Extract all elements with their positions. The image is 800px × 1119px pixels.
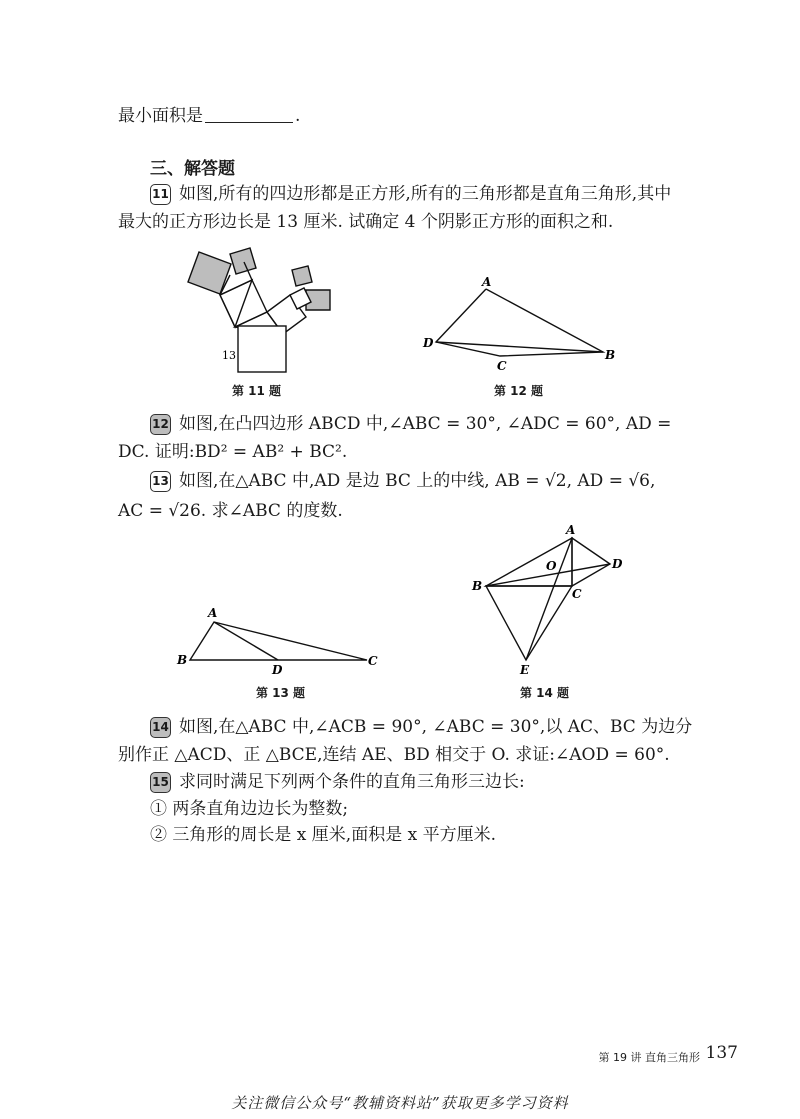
fig14-label-e: E [520,663,530,677]
fig13-caption: 第 13 题 [256,686,306,700]
fig13-label-c: C [368,654,378,668]
fig11-side-label: 13 [222,349,236,362]
intro-text: 最小面积是 [118,106,203,126]
q13-number: 13 [150,471,171,492]
intro-line [118,103,300,129]
q15-item2: ② 三角形的周长是 x 厘米,面积是 x 平方厘米. [150,825,497,845]
q11-number: 11 [150,184,171,205]
q11-line2: 最大的正方形边长是 13 厘米. 试确定 4 个阴影正方形的面积之和. [118,212,614,232]
page-number: 137 [705,1043,738,1063]
q15-item1: ① 两条直角边边长为整数; [150,799,349,819]
fig11-big-square [238,326,286,372]
fig13-label-b: B [177,653,188,667]
q14-text1: 如图,在△ABC 中,∠ACB = 90°, ∠ABC = 30°,以 AC、BC 为边分 [179,717,693,737]
fig14-line-ae [526,538,572,660]
q15-text1: 求同时满足下列两个条件的直角三角形三边长: [179,772,525,792]
fig13-triangle [190,622,367,660]
fig14-label-b: B [472,579,483,593]
q13-line1 [150,468,655,494]
figure-11 [180,240,340,380]
fig14-label-a: A [566,523,576,537]
fig12-outline [436,289,603,356]
q15-line1 [150,769,525,795]
q15-number: 15 [150,772,171,793]
fig12-label-b: B [605,348,616,362]
answer-blank[interactable] [205,106,293,123]
section-title: 三、解答题 [150,159,235,179]
fig12-label-a: A [482,276,492,289]
fig12-caption: 第 12 题 [494,384,544,398]
q13-line2: AC = √26. 求∠ABC 的度数. [118,501,343,521]
q12-text1: 如图,在凸四边形 ABCD 中,∠ABC = 30°, ∠ADC = 60°, AD = [179,414,672,434]
fig11-shaded-square-3 [292,266,312,286]
fig14-label-c: C [572,587,582,601]
watermark: 关注微信公众号“教辅资料站”获取更多学习资料 [231,1094,569,1112]
footer-lecture [599,1049,701,1065]
fig14-triangle-acd [572,538,610,586]
q13-text1: 如图,在△ABC 中,AD 是边 BC 上的中线, AB = √2, AD = √6, [179,471,656,491]
footer-lecture-text: 第 19 讲 直角三角形 [598,1051,700,1064]
q14-line1 [150,714,692,740]
figure-13 [172,600,392,680]
intro-end: . [295,106,301,126]
q14-number: 14 [150,717,171,738]
fig11-shaded-square-2 [230,248,256,274]
q12-number: 12 [150,414,171,435]
q11-line1 [150,181,671,207]
fig12-label-c: C [497,359,507,373]
figure-12 [420,276,620,376]
fig14-triangle-bce [486,586,572,660]
q14-line2: 别作正 △ACD、正 △BCE,连结 AE、BD 相交于 O. 求证:∠AOD = 60°. [118,745,670,765]
q12-line2: DC. 证明:BD² = AB² + BC². [118,442,348,462]
fig14-label-d: D [612,557,623,571]
fig14-caption: 第 14 题 [520,686,570,700]
q12-line1 [150,411,671,437]
fig11-shaded-square-1 [188,252,231,294]
fig12-label-d: D [423,336,434,350]
fig13-median [214,622,278,660]
q11-text1: 如图,所有的四边形都是正方形,所有的三角形都是直角三角形,其中 [179,184,672,204]
figure-14 [468,522,628,678]
fig13-label-a: A [208,606,218,620]
fig11-caption: 第 11 题 [232,384,282,398]
fig13-label-d: D [272,663,283,677]
fig14-label-o: O [546,559,557,573]
